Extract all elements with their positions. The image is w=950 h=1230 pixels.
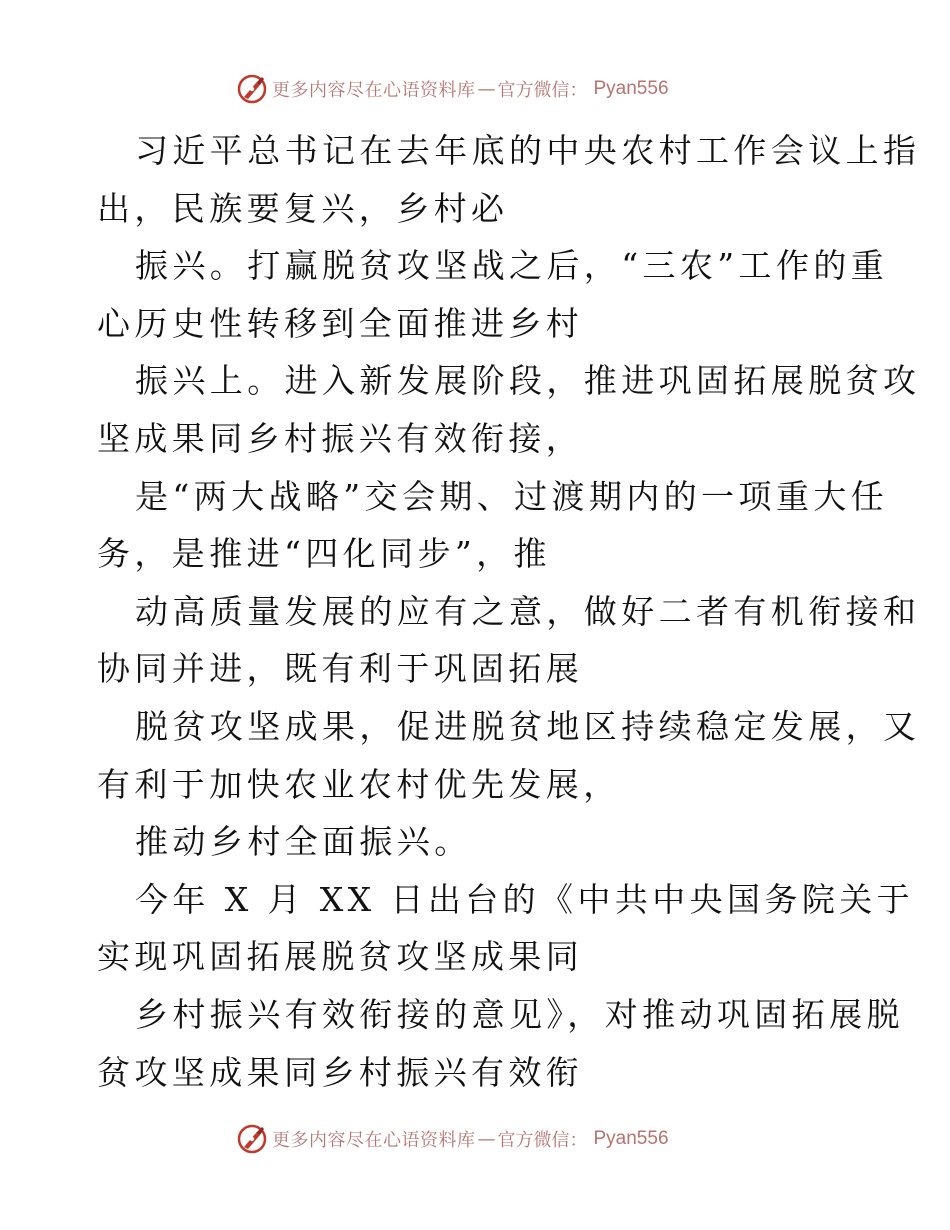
paragraph-line: 乡村振兴有效衔接的意见》，对推动巩固拓展脱	[135, 994, 904, 1034]
watermark-label: 官方微信：	[497, 80, 588, 101]
document-body	[97, 122, 921, 1101]
pen-logo-icon	[236, 73, 268, 105]
paragraph-line: 振兴上。进入新发展阶段，推进巩固拓展脱贫攻	[135, 361, 921, 401]
paragraph-line: 心历史性转移到全面推进乡村	[97, 303, 584, 343]
paragraph-line: 是“两大战略”交会期、过渡期内的一项重大任	[135, 476, 889, 516]
watermark-wechat-id: Pyan556	[593, 1128, 669, 1149]
watermark-dash: —	[477, 78, 496, 100]
paragraph-line: 贫攻坚成果同乡村振兴有效衔	[97, 1052, 584, 1092]
pen-logo-icon	[236, 1123, 268, 1155]
paragraph-line: 坚成果同乡村振兴有效衔接，	[97, 418, 584, 458]
paragraph-line: 脱贫攻坚成果，促进脱贫地区持续稳定发展，又	[135, 706, 921, 746]
paragraph-line: 今年 X 月 XX 日出台的《中共中央国务院关于	[135, 879, 915, 919]
watermark-text: 更多内容尽在心语资料库	[272, 80, 476, 101]
paragraph-line: 出，民族要复兴，乡村必	[97, 188, 509, 228]
watermark-text: 更多内容尽在心语资料库	[272, 1130, 476, 1151]
footer-watermark	[236, 1122, 669, 1156]
header-watermark	[236, 72, 669, 106]
paragraph-line: 振兴。打赢脱贫攻坚战之后，“三农”工作的重	[135, 246, 889, 286]
paragraph-line: 推动乡村全面振兴。	[135, 822, 472, 862]
watermark-wechat-id: Pyan556	[593, 78, 669, 99]
paragraph-line: 动高质量发展的应有之意，做好二者有机衔接和	[135, 591, 921, 631]
watermark-label: 官方微信：	[497, 1130, 588, 1151]
paragraph-line: 协同并进，既有利于巩固拓展	[97, 649, 584, 689]
paragraph-line: 有利于加快农业农村优先发展，	[97, 764, 621, 804]
paragraph-line: 务，是推进“四化同步”，推	[97, 534, 551, 574]
paragraph-line: 习近平总书记在去年底的中央农村工作会议上指	[135, 131, 921, 170]
paragraph-line: 实现巩固拓展脱贫攻坚成果同	[97, 937, 584, 977]
watermark-dash: —	[477, 1128, 496, 1150]
